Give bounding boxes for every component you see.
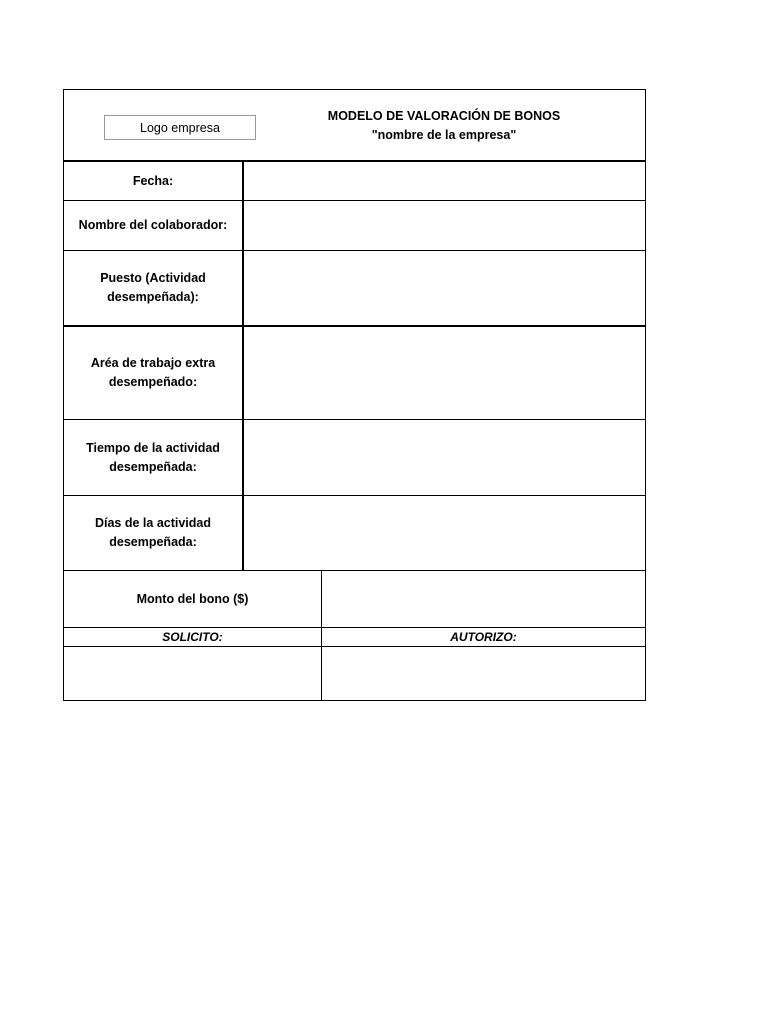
form-title-line1: MODELO DE VALORACIÓN DE BONOS	[327, 109, 561, 123]
field-nombre-colaborador[interactable]	[242, 201, 645, 250]
label-area-trabajo-extra: Aréa de trabajo extra desempeñado:	[90, 356, 216, 389]
label-autorizo: AUTORIZO:	[450, 630, 517, 644]
field-tiempo-actividad[interactable]	[242, 420, 645, 495]
row-fecha	[64, 162, 645, 201]
label-fecha: Fecha:	[132, 173, 174, 188]
field-area-trabajo-extra[interactable]	[242, 327, 645, 419]
signature-autorizo[interactable]	[322, 647, 645, 701]
row-dias	[64, 496, 645, 571]
field-dias-actividad[interactable]	[242, 496, 645, 570]
row-puesto	[64, 251, 645, 327]
field-fecha[interactable]	[242, 162, 645, 200]
label-tiempo-actividad: Tiempo de la actividad desempeñada:	[86, 440, 220, 474]
field-puesto[interactable]	[242, 251, 645, 325]
label-monto-bono: Monto del bono ($)	[64, 571, 322, 627]
row-signatures	[64, 647, 645, 701]
row-monto	[64, 571, 645, 628]
field-monto-bono[interactable]	[322, 571, 645, 627]
form-title-line2: "nombre de la empresa"	[371, 128, 517, 142]
form-header	[64, 90, 645, 162]
signature-solicito[interactable]	[64, 647, 322, 701]
label-puesto: Puesto (Actividad desempeñada):	[100, 271, 206, 304]
label-solicito: SOLICITO:	[64, 628, 322, 646]
label-nombre-colaborador: Nombre del colaborador:	[78, 218, 228, 232]
row-nombre	[64, 201, 645, 251]
bonus-valuation-form	[63, 89, 646, 701]
row-tiempo	[64, 420, 645, 496]
row-signature-headers	[64, 628, 645, 647]
form-title	[294, 107, 594, 145]
row-area	[64, 327, 645, 420]
company-logo-placeholder: Logo empresa	[104, 115, 256, 140]
label-dias-actividad: Días de la actividad desempeñada:	[94, 516, 212, 549]
